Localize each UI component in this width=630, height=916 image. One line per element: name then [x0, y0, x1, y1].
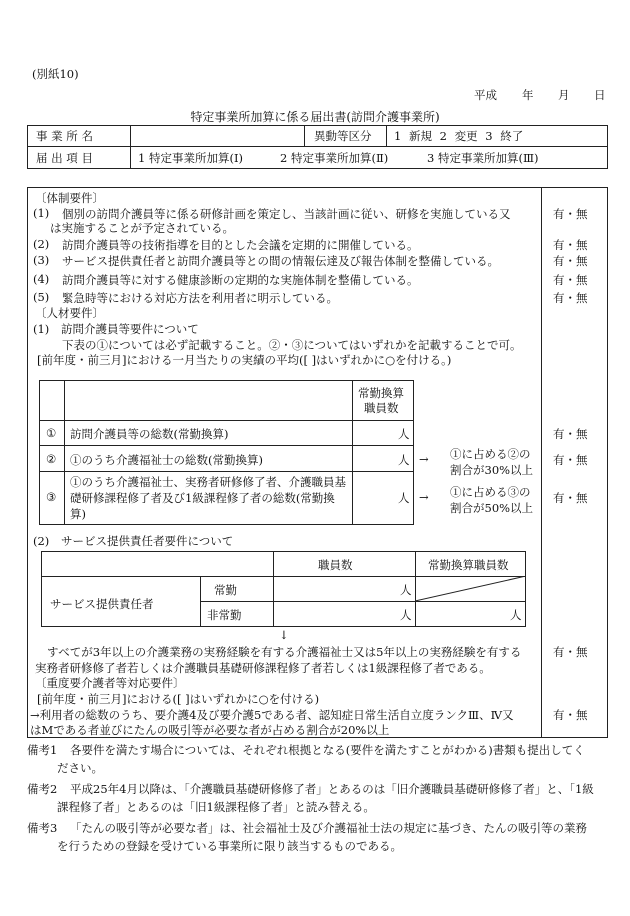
page-title: 特定事業所加算に係る届出書(訪問介護事業所)	[190, 110, 440, 124]
row3-ratio-line2: 割合が50%以上	[450, 501, 534, 515]
t2-header-staff: 職員数	[318, 558, 353, 572]
note1-label: 備考1	[27, 743, 58, 757]
date-day: 日	[594, 88, 606, 102]
row3-text-3: 算)	[70, 507, 86, 521]
note2-line2: 課程修了者」とあるのは「旧1級課程修了者」と読み替える。	[57, 800, 375, 814]
experience-line2: 実務者研修修了者若しくは介護職員基礎研修課程修了者若しくは1級課程修了者である。	[35, 661, 491, 675]
note1-line2: ださい。	[57, 761, 103, 775]
row3-arrow: →	[419, 490, 429, 504]
row3-num: ③	[46, 490, 57, 504]
date-era: 平成	[474, 88, 497, 102]
row1-num: ①	[46, 426, 57, 440]
system-item-4-answer[interactable]: 有・無	[553, 273, 588, 287]
row2-arrow: →	[419, 452, 429, 466]
col-header-line1: 常勤換算	[358, 386, 404, 400]
attachment-label: (別紙10)	[32, 67, 79, 81]
system-item-1-text: 個別の訪問介護員等に係る研修計画を策定し、当該計画に従い、研修を実施している又	[62, 207, 511, 221]
answer-column-divider	[541, 187, 542, 738]
t2-full-unit[interactable]: 人	[400, 583, 412, 597]
office-name-label: 事 業 所 名	[36, 129, 93, 143]
experience-line1: すべてが3年以上の介護業務の実務経験を有する介護福祉士又は5年以上の実務経験を有する	[47, 645, 522, 659]
severe-heading: 〔重度要介護者等対応要件〕	[35, 676, 185, 690]
severe-line1: →利用者の総数のうち、要介護4及び要介護5である者、認知症日常生活自立度ランクⅢ、Ⅳ又	[30, 708, 514, 722]
row3-text-2: 礎研修課程修了者及び1級課程修了者の総数(常勤換	[70, 491, 335, 505]
row3-text-1: ①のうち介護福祉士、実務者研修修了者、介護職員基	[70, 475, 346, 489]
system-item-2-num: (2)	[33, 237, 50, 251]
note3-label: 備考3	[27, 821, 58, 835]
severe-answer[interactable]: 有・無	[553, 708, 588, 722]
change-type-label: 異動等区分	[314, 129, 372, 143]
note3-line2: を行うための登録を受けている事業所に限り該当するものである。	[57, 839, 402, 853]
system-item-4-text: 訪問介護員等に対する健康診断の定期的な実施体制を整備している。	[62, 273, 419, 287]
col-header-line2: 職員数	[364, 401, 399, 415]
t2-full-time: 常勤	[214, 583, 237, 597]
experience-answer[interactable]: 有・無	[553, 645, 588, 659]
severe-period: [前年度・前三月]における([ ]はいずれかに○を付ける)	[37, 692, 320, 706]
row2-unit[interactable]: 人	[398, 453, 410, 467]
staff-note1: 下表の①については必ず記載すること。②・③についてはいずれかを記載することで可。	[62, 338, 522, 352]
item-option-2[interactable]: 2 特定事業所加算(Ⅱ)	[280, 151, 389, 165]
note2-line1: 平成25年4月以降は、「介護職員基礎研修修了者」とあるのは「旧介護職員基礎研修修了者」と、「1級	[70, 782, 594, 796]
system-item-3-answer[interactable]: 有・無	[553, 254, 588, 268]
row2-answer[interactable]: 有・無	[553, 453, 588, 467]
row2-ratio-line1: ①に占める②の	[450, 447, 531, 461]
t2-row-label: サービス提供責任者	[50, 597, 154, 611]
change-type-options[interactable]: 1 新規 2 変更 3 終了	[394, 129, 524, 143]
t2-part-unit[interactable]: 人	[400, 608, 412, 622]
diagonal-slash	[415, 576, 526, 601]
system-item-1-text-cont: は実施することが予定されている。	[50, 221, 234, 235]
staff-heading: 〔人材要件〕	[35, 306, 104, 320]
note2-label: 備考2	[27, 782, 58, 796]
note1-line1: 各要件を満たす場合については、それぞれ根拠となる(要件を満たすことがわかる)書類も提出してく	[70, 743, 585, 757]
system-item-5-answer[interactable]: 有・無	[553, 291, 588, 305]
system-item-3-num: (3)	[33, 253, 50, 267]
row1-text: 訪問介護員等の総数(常勤換算)	[70, 427, 229, 441]
item-option-3[interactable]: 3 特定事業所加算(Ⅲ)	[427, 151, 539, 165]
severe-line2: はMである者並びにたんの吸引等が必要な者が占める割合が20%以上	[30, 723, 390, 737]
system-item-1-answer[interactable]: 有・無	[553, 207, 588, 221]
system-item-4-num: (4)	[33, 272, 50, 286]
row3-ratio-line1: ①に占める③の	[450, 485, 531, 499]
note3-line1: 「たんの吸引等が必要な者」は、社会福祉士及び介護福祉士法の規定に基づき、たんの吸引等の業務	[70, 821, 588, 835]
row3-answer[interactable]: 有・無	[553, 491, 588, 505]
system-item-5-num: (5)	[33, 290, 50, 304]
item-label: 届 出 項 目	[36, 151, 93, 165]
row3-unit[interactable]: 人	[398, 491, 410, 505]
row1-answer[interactable]: 有・無	[553, 427, 588, 441]
system-item-5-text: 緊急時等における対応方法を利用者に明示している。	[62, 291, 338, 305]
t2-fte-unit[interactable]: 人	[510, 608, 522, 622]
system-heading: 〔体制要件〕	[35, 191, 104, 205]
staff-sub2: (2) サービス提供責任者要件について	[33, 534, 234, 548]
office-name-field[interactable]	[136, 128, 298, 144]
t2-header-fte: 常勤換算職員数	[428, 558, 509, 572]
row2-text: ①のうち介護福祉士の総数(常勤換算)	[70, 453, 263, 467]
date-month: 月	[558, 88, 570, 102]
system-item-2-text: 訪問介護員等の技術指導を目的とした会議を定期的に開催している。	[62, 238, 419, 252]
item-option-1[interactable]: 1 特定事業所加算(Ⅰ)	[138, 151, 243, 165]
down-arrow: ↓	[279, 628, 289, 642]
system-item-2-answer[interactable]: 有・無	[553, 238, 588, 252]
system-item-1-num: (1)	[33, 206, 50, 220]
row2-num: ②	[46, 452, 57, 466]
date-year: 年	[522, 88, 534, 102]
t2-part-time: 非常勤	[207, 608, 242, 622]
staff-sub1: (1) 訪問介護員等要件について	[33, 322, 199, 336]
system-item-3-text: サービス提供責任者と訪問介護員等との間の情報伝達及び報告体制を整備している。	[62, 254, 499, 268]
row1-unit[interactable]: 人	[398, 427, 410, 441]
row2-ratio-line2: 割合が30%以上	[450, 463, 534, 477]
staff-note2: [前年度・前三月]における一月当たりの実績の平均([ ]はいずれかに○を付ける。)	[37, 353, 452, 367]
